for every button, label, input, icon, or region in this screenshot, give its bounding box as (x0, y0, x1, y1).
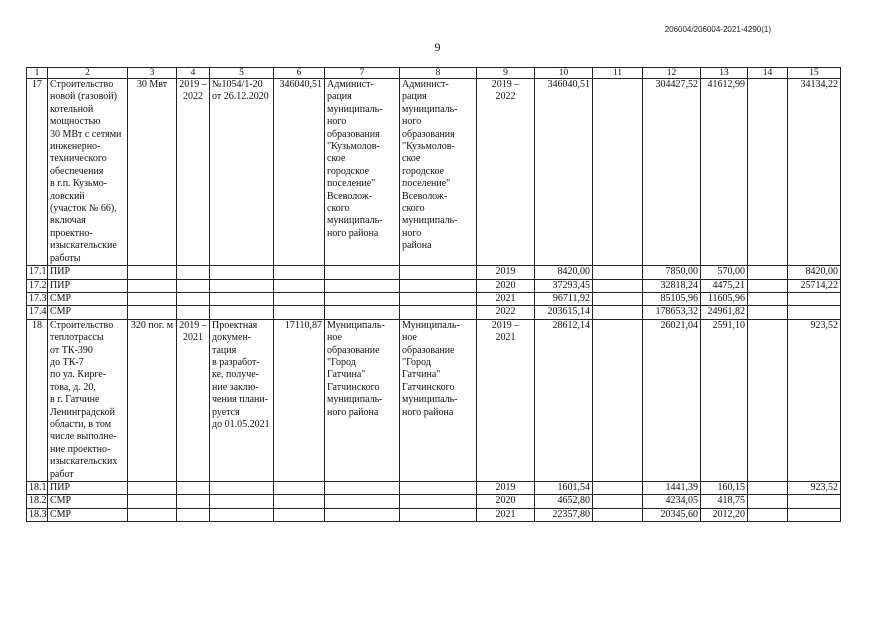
total-amount-cell: 203615,14 (535, 306, 593, 319)
column-14-cell (748, 482, 788, 495)
developer-cell (400, 279, 477, 292)
permit-doc-cell (210, 279, 274, 292)
column-number: 3 (128, 68, 177, 79)
local-budget-cell: 570,00 (701, 266, 748, 279)
local-budget-cell: 41612,99 (701, 79, 748, 266)
column-number: 6 (274, 68, 325, 79)
financing-period-cell: 2019 (477, 266, 535, 279)
amount-15-cell: 923,52 (788, 482, 841, 495)
work-description-cell: СМР (48, 306, 128, 319)
customer-cell (325, 508, 400, 521)
column-number: 8 (400, 68, 477, 79)
period-cell: 2019 – 2021 (177, 319, 210, 481)
column-14-cell (748, 508, 788, 521)
developer-cell (400, 266, 477, 279)
financing-period-cell: 2021 (477, 292, 535, 305)
customer-cell (325, 306, 400, 319)
column-14-cell (748, 319, 788, 481)
estimated-cost-cell (274, 279, 325, 292)
amount-15-cell: 923,52 (788, 319, 841, 481)
capacity-cell: 320 пог. м (128, 319, 177, 481)
column-14-cell (748, 279, 788, 292)
amount-15-cell: 8420,00 (788, 266, 841, 279)
period-cell (177, 495, 210, 508)
estimated-cost-cell (274, 266, 325, 279)
table-body (27, 68, 841, 522)
estimated-cost-cell: 346040,51 (274, 79, 325, 266)
capacity-cell (128, 306, 177, 319)
total-amount-cell: 96711,92 (535, 292, 593, 305)
period-cell (177, 266, 210, 279)
estimated-cost-cell: 17110,87 (274, 319, 325, 481)
regional-budget-cell: 1441,39 (643, 482, 701, 495)
work-description-cell: СМР (48, 292, 128, 305)
capacity-cell (128, 508, 177, 521)
period-cell (177, 482, 210, 495)
stage-row (27, 482, 841, 495)
investment-table (26, 67, 841, 522)
developer-cell (400, 495, 477, 508)
column-number: 15 (788, 68, 841, 79)
work-description-cell: ПИР (48, 482, 128, 495)
customer-cell (325, 495, 400, 508)
regional-budget-cell: 7850,00 (643, 266, 701, 279)
stage-row (27, 495, 841, 508)
column-number: 5 (210, 68, 274, 79)
customer-cell (325, 482, 400, 495)
period-cell (177, 508, 210, 521)
developer-cell: Админист- рация муниципаль- ного образования "Кузьмолов- ское городское поселение" Всеволож- ского муниципаль- ного района (400, 79, 477, 266)
customer-cell: Админист- рация муниципаль- ного образования "Кузьмолов- ское городское поселение" Всеволож- ского муниципаль- ного района (325, 79, 400, 266)
row-number-cell: 17.1 (27, 266, 48, 279)
estimated-cost-cell (274, 495, 325, 508)
column-11-cell (593, 306, 643, 319)
row-number-cell: 18.1 (27, 482, 48, 495)
capacity-cell (128, 266, 177, 279)
column-11-cell (593, 482, 643, 495)
amount-15-cell (788, 508, 841, 521)
regional-budget-cell: 304427,52 (643, 79, 701, 266)
developer-cell (400, 306, 477, 319)
project-row (27, 79, 841, 266)
column-number: 14 (748, 68, 788, 79)
period-cell: 2019 – 2022 (177, 79, 210, 266)
permit-doc-cell (210, 482, 274, 495)
stage-row (27, 292, 841, 305)
developer-cell (400, 482, 477, 495)
row-number-cell: 17.4 (27, 306, 48, 319)
column-number: 12 (643, 68, 701, 79)
stage-row (27, 279, 841, 292)
financing-period-cell: 2020 (477, 495, 535, 508)
column-number: 2 (48, 68, 128, 79)
local-budget-cell: 4475,21 (701, 279, 748, 292)
amount-15-cell (788, 306, 841, 319)
work-description-cell: Строительство новой (газовой) котельной мощностью 30 МВт с сетями инженерно- технического обеспечения в г.п. Кузьмо- ловский (участок № 66), включая проектно- изыскательские работы (48, 79, 128, 266)
capacity-cell: 30 Мвт (128, 79, 177, 266)
financing-period-cell: 2019 (477, 482, 535, 495)
developer-cell: Муниципаль- ное образование "Город Гатчина" Гатчинского муниципаль- ного района (400, 319, 477, 481)
estimated-cost-cell (274, 482, 325, 495)
stage-row (27, 508, 841, 521)
local-budget-cell: 11605,96 (701, 292, 748, 305)
permit-doc-cell (210, 292, 274, 305)
column-number: 10 (535, 68, 593, 79)
total-amount-cell: 28612,14 (535, 319, 593, 481)
local-budget-cell: 418,75 (701, 495, 748, 508)
total-amount-cell: 8420,00 (535, 266, 593, 279)
total-amount-cell: 37293,45 (535, 279, 593, 292)
estimated-cost-cell (274, 306, 325, 319)
permit-doc-cell (210, 508, 274, 521)
capacity-cell (128, 292, 177, 305)
capacity-cell (128, 279, 177, 292)
regional-budget-cell: 178653,32 (643, 306, 701, 319)
column-11-cell (593, 508, 643, 521)
total-amount-cell: 346040,51 (535, 79, 593, 266)
regional-budget-cell: 20345,60 (643, 508, 701, 521)
customer-cell (325, 279, 400, 292)
regional-budget-cell: 26021,04 (643, 319, 701, 481)
amount-15-cell (788, 292, 841, 305)
period-cell (177, 292, 210, 305)
column-14-cell (748, 79, 788, 266)
column-11-cell (593, 279, 643, 292)
work-description-cell: ПИР (48, 266, 128, 279)
row-number-cell: 17.3 (27, 292, 48, 305)
column-number: 1 (27, 68, 48, 79)
document-id: 206004/206004-2021-4290(1) (664, 25, 771, 34)
financing-period-cell: 2021 (477, 508, 535, 521)
amount-15-cell: 34134,22 (788, 79, 841, 266)
column-11-cell (593, 79, 643, 266)
developer-cell (400, 508, 477, 521)
row-number-cell: 18 (27, 319, 48, 481)
customer-cell: Муниципаль- ное образование "Город Гатчина" Гатчинского муниципаль- ного района (325, 319, 400, 481)
work-description-cell: СМР (48, 495, 128, 508)
column-14-cell (748, 306, 788, 319)
column-number-row (27, 68, 841, 79)
work-description-cell: СМР (48, 508, 128, 521)
row-number-cell: 18.3 (27, 508, 48, 521)
column-11-cell (593, 266, 643, 279)
column-14-cell (748, 292, 788, 305)
stage-row (27, 266, 841, 279)
local-budget-cell: 2012,20 (701, 508, 748, 521)
column-14-cell (748, 266, 788, 279)
estimated-cost-cell (274, 292, 325, 305)
financing-period-cell: 2022 (477, 306, 535, 319)
column-number: 13 (701, 68, 748, 79)
estimated-cost-cell (274, 508, 325, 521)
customer-cell (325, 266, 400, 279)
local-budget-cell: 160,15 (701, 482, 748, 495)
financing-period-cell: 2019 – 2022 (477, 79, 535, 266)
column-11-cell (593, 319, 643, 481)
column-14-cell (748, 495, 788, 508)
column-number: 7 (325, 68, 400, 79)
regional-budget-cell: 4234,05 (643, 495, 701, 508)
work-description-cell: Строительство теплотрассы от ТК-390 до ТК-7 по ул. Кирге- това, д. 20, в г. Гатчине Ленинградской области, в том числе выполне- ние проектно- изыскательских работ (48, 319, 128, 481)
page-number: 9 (434, 40, 441, 54)
permit-doc-cell: №1054/1-20 от 26.12.2020 (210, 79, 274, 266)
project-row (27, 319, 841, 481)
column-11-cell (593, 292, 643, 305)
permit-doc-cell (210, 266, 274, 279)
financing-period-cell: 2020 (477, 279, 535, 292)
capacity-cell (128, 495, 177, 508)
local-budget-cell: 2591,10 (701, 319, 748, 481)
customer-cell (325, 292, 400, 305)
column-number: 4 (177, 68, 210, 79)
stage-row (27, 306, 841, 319)
permit-doc-cell (210, 306, 274, 319)
column-number: 11 (593, 68, 643, 79)
row-number-cell: 17 (27, 79, 48, 266)
column-11-cell (593, 495, 643, 508)
period-cell (177, 306, 210, 319)
local-budget-cell: 24961,82 (701, 306, 748, 319)
permit-doc-cell: Проектная докумен- тация в разработ- ке, получе- ние заклю- чения плани- руется до 01.05.2021 (210, 319, 274, 481)
total-amount-cell: 4652,80 (535, 495, 593, 508)
regional-budget-cell: 85105,96 (643, 292, 701, 305)
amount-15-cell: 25714,22 (788, 279, 841, 292)
total-amount-cell: 1601,54 (535, 482, 593, 495)
period-cell (177, 279, 210, 292)
total-amount-cell: 22357,80 (535, 508, 593, 521)
column-number: 9 (477, 68, 535, 79)
row-number-cell: 17.2 (27, 279, 48, 292)
financing-period-cell: 2019 – 2021 (477, 319, 535, 481)
capacity-cell (128, 482, 177, 495)
developer-cell (400, 292, 477, 305)
row-number-cell: 18.2 (27, 495, 48, 508)
regional-budget-cell: 32818,24 (643, 279, 701, 292)
permit-doc-cell (210, 495, 274, 508)
work-description-cell: ПИР (48, 279, 128, 292)
amount-15-cell (788, 495, 841, 508)
